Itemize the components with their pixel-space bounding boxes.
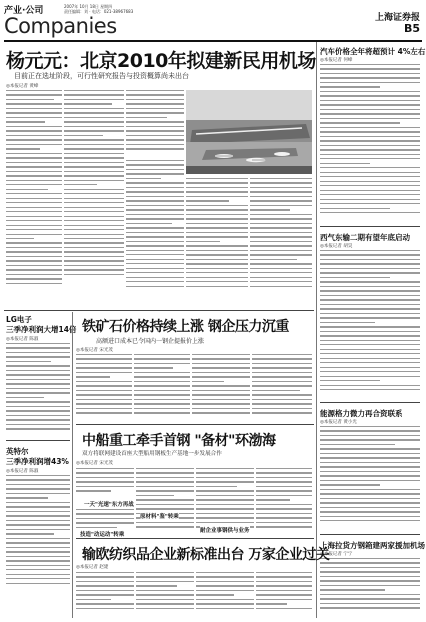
- left-brief1-body: [6, 343, 70, 439]
- right-divider-1: [320, 226, 420, 227]
- right-story2-byline: ◎本报记者 胡昊: [320, 244, 353, 249]
- right-story1-title: 汽车价格全年将超预计 4%左右: [320, 47, 426, 56]
- left-divider: [6, 440, 70, 441]
- story3-inner-head1: 一天"光速"东方再战: [84, 502, 134, 508]
- issue-date: 2007年 10月 18日 星期四: [64, 4, 113, 9]
- right-story1-byline: ◎本报记者 何峰: [320, 58, 353, 63]
- left-col-divider: [72, 312, 73, 618]
- section-name: Companies: [4, 14, 117, 38]
- right-divider-2: [320, 402, 420, 403]
- story2-byline: ◎本报记者 宋光茂: [76, 348, 113, 353]
- page-header: [0, 0, 426, 40]
- story2-headline: 铁矿石价格持续上涨 钢企压力沉重: [82, 319, 289, 335]
- lead-body-col1: [6, 90, 62, 308]
- story2-subtitle: 高额进口成本已令国内一钢企提报价上涨: [96, 338, 205, 345]
- lead-byline: ◎本报记者 黄峰: [6, 84, 39, 89]
- story3-body-col1: [76, 468, 134, 498]
- left-brief1-byline: ◎本报记者 陈淑: [6, 337, 39, 342]
- story3-headline: 中船重工牵手首钢 "备材"环渤海: [82, 433, 276, 449]
- story3-body-col2: [136, 468, 194, 538]
- story3-subtitle: 双方将联网建设首座大型船用钢板生产基地一步发展合作: [82, 451, 222, 457]
- right-story1-body: [320, 64, 420, 224]
- right-divider-3: [320, 534, 420, 535]
- story3-inner-head3: 耐企业事钢供与业务: [200, 528, 250, 534]
- left-brief2-byline: ◎本报记者 陈淑: [6, 469, 39, 474]
- lead-body-col3b: [126, 160, 184, 308]
- newspaper-brand: 上海证券报: [374, 13, 420, 23]
- right-story2-title: 西气东输二期有望年底启动: [320, 233, 410, 242]
- right-story3-title: 能源格力微力再合资联系: [320, 409, 403, 418]
- story4-body-col2: [136, 572, 194, 618]
- story4-body-col1: [76, 572, 134, 618]
- left-brief1-title2: 三季净利润大增14倍: [6, 325, 77, 334]
- page-number: B5: [403, 22, 420, 35]
- right-story4-title: 上海拉货方钢箱建两家援加机场: [320, 541, 425, 550]
- issue-meta: [64, 4, 244, 14]
- story2-body-col2: [134, 354, 190, 422]
- right-story3-byline: ◎本报记者 黄小光: [320, 420, 357, 425]
- right-story2-body: [320, 250, 420, 400]
- right-story3-body: [320, 426, 420, 532]
- lead-body-col2: [64, 90, 124, 308]
- story4-body-col3: [196, 572, 254, 618]
- main-divider-1: [4, 310, 314, 311]
- story3-inner-head2: 原材料"鉴"转乘: [140, 514, 179, 520]
- left-brief2-title2: 三季净利润增43%: [6, 457, 69, 466]
- lead-subtitle: 目前正在选址阶段，可行性研究报告与投资概算尚未出台: [14, 72, 189, 80]
- lead-body-col5: [250, 178, 312, 308]
- lead-body-col4: [186, 178, 248, 308]
- story4-headline: 输欧纺织品企业新标准出台 万家企业过关: [82, 547, 330, 563]
- main-divider-3: [76, 538, 314, 539]
- airport-photo-graphic: [186, 90, 312, 174]
- story3-body-col4: [256, 468, 312, 538]
- right-story4-body: [320, 558, 420, 618]
- section-tag: 产业·公司: [4, 6, 44, 16]
- story2-body-col4: [252, 354, 312, 422]
- left-brief1-title: LG电子: [6, 315, 32, 324]
- main-divider-2: [76, 424, 314, 425]
- story4-byline: ◎本报记者 赵建: [76, 565, 109, 570]
- issue-editor: 责任编辑：刘 · 电话：021-38967683: [64, 9, 134, 15]
- header-rule: [4, 40, 422, 42]
- story2-body-col3: [192, 354, 250, 422]
- left-brief2-title: 英特尔: [6, 447, 29, 456]
- lead-body-col3: [126, 90, 184, 158]
- column-divider: [316, 42, 317, 618]
- story3-inner-head4: 技造"动运动"转乘: [80, 532, 125, 538]
- right-story4-byline: ◎本报记者 宁宁: [320, 552, 353, 557]
- airport-photo: [186, 90, 312, 174]
- story2-body-col1: [76, 354, 132, 422]
- lead-headline: 杨元元：北京2010年拟建新民用机场: [6, 50, 316, 72]
- story4-body-col4: [256, 572, 312, 618]
- story3-byline: ◎本报记者 宋光茂: [76, 461, 113, 466]
- left-brief2-body: [6, 475, 70, 601]
